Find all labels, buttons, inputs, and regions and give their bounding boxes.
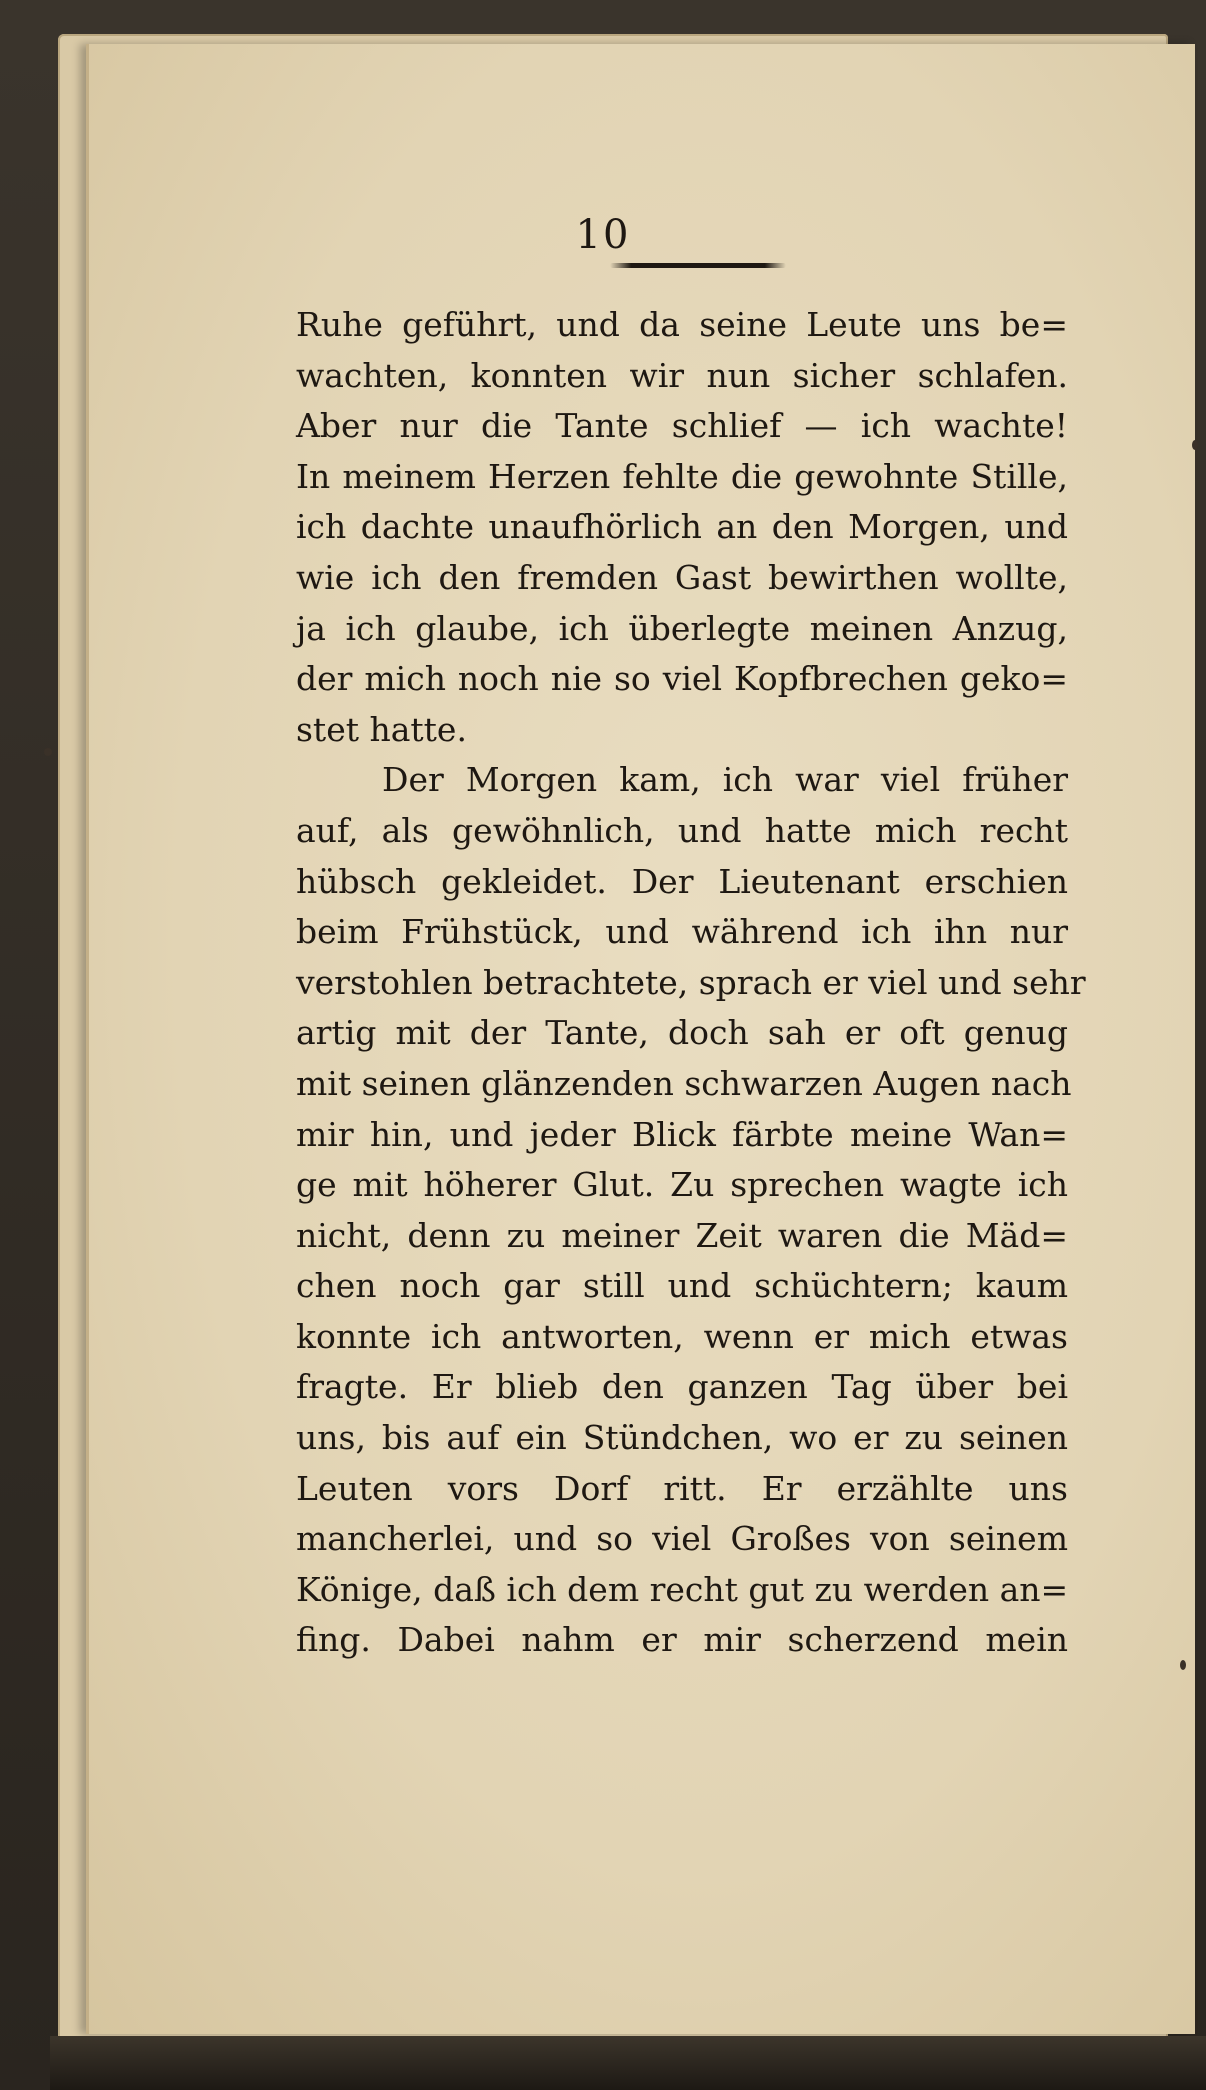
text-line: hübsch gekleidet. Der Lieutenant erschien (296, 861, 1068, 901)
text-line: mit seinen glänzenden schwarzen Augen nach (296, 1063, 1072, 1103)
text-line: uns, bis auf ein Stündchen, wo er zu seinen (296, 1418, 1068, 1458)
page-number: 10 (575, 212, 631, 258)
page-blemish (44, 748, 52, 756)
page-blemish (1180, 1660, 1186, 1670)
text-line: wachten, konnten wir nun sicher schlafen. (296, 355, 1068, 395)
text-line: ja ich glaube, ich überlegte meinen Anzug, (296, 608, 1068, 648)
text-line: beim Frühstück, und während ich ihn nur (296, 912, 1068, 952)
text-line: In meinem Herzen fehlte die gewohnte Stille, (296, 456, 1068, 496)
text-line: ge mit höherer Glut. Zu sprechen wagte ich (296, 1165, 1068, 1205)
text-line: der mich noch nie so viel Kopfbrechen geko= (296, 659, 1068, 699)
text-line: Aber nur die Tante schlief — ich wachte! (296, 406, 1068, 446)
text-line: Leuten vors Dorf ritt. Er erzählte uns (296, 1468, 1068, 1508)
text-line: artig mit der Tante, doch sah er oft genug (296, 1013, 1068, 1053)
text-line: Könige, daß ich dem recht gut zu werden an= (296, 1569, 1069, 1609)
header-rule (610, 263, 786, 268)
text-line: verstohlen betrachtete, sprach er viel und sehr (296, 962, 1086, 1002)
text-line: Ruhe geführt, und da seine Leute uns be= (296, 305, 1068, 344)
text-line: nicht, denn zu meiner Zeit waren die Mäd= (296, 1215, 1068, 1255)
text-line: chen noch gar still und schüchtern; kaum (296, 1266, 1068, 1306)
body-text (296, 300, 1086, 1666)
text-line: fragte. Er blieb den ganzen Tag über bei (296, 1367, 1068, 1407)
text-line-paragraph-start: Der Morgen kam, ich war viel früher (382, 760, 1068, 800)
text-line: fing. Dabei nahm er mir scherzend mein (296, 1620, 1068, 1660)
text-line: wie ich den fremden Gast bewirthen wollte, (296, 557, 1068, 597)
text-line: konnte ich antworten, wenn er mich etwas (296, 1316, 1068, 1356)
text-line: stet hatte. (296, 709, 467, 749)
text-line: mir hin, und jeder Blick färbte meine Wan= (296, 1114, 1068, 1154)
text-line: ich dachte unaufhörlich an den Morgen, und (296, 507, 1068, 547)
book-cover-edge (50, 2036, 1206, 2090)
page-blemish (1192, 440, 1198, 450)
text-line: auf, als gewöhnlich, und hatte mich recht (296, 810, 1068, 850)
text-line: mancherlei, und so viel Großes von seinem (296, 1519, 1068, 1559)
